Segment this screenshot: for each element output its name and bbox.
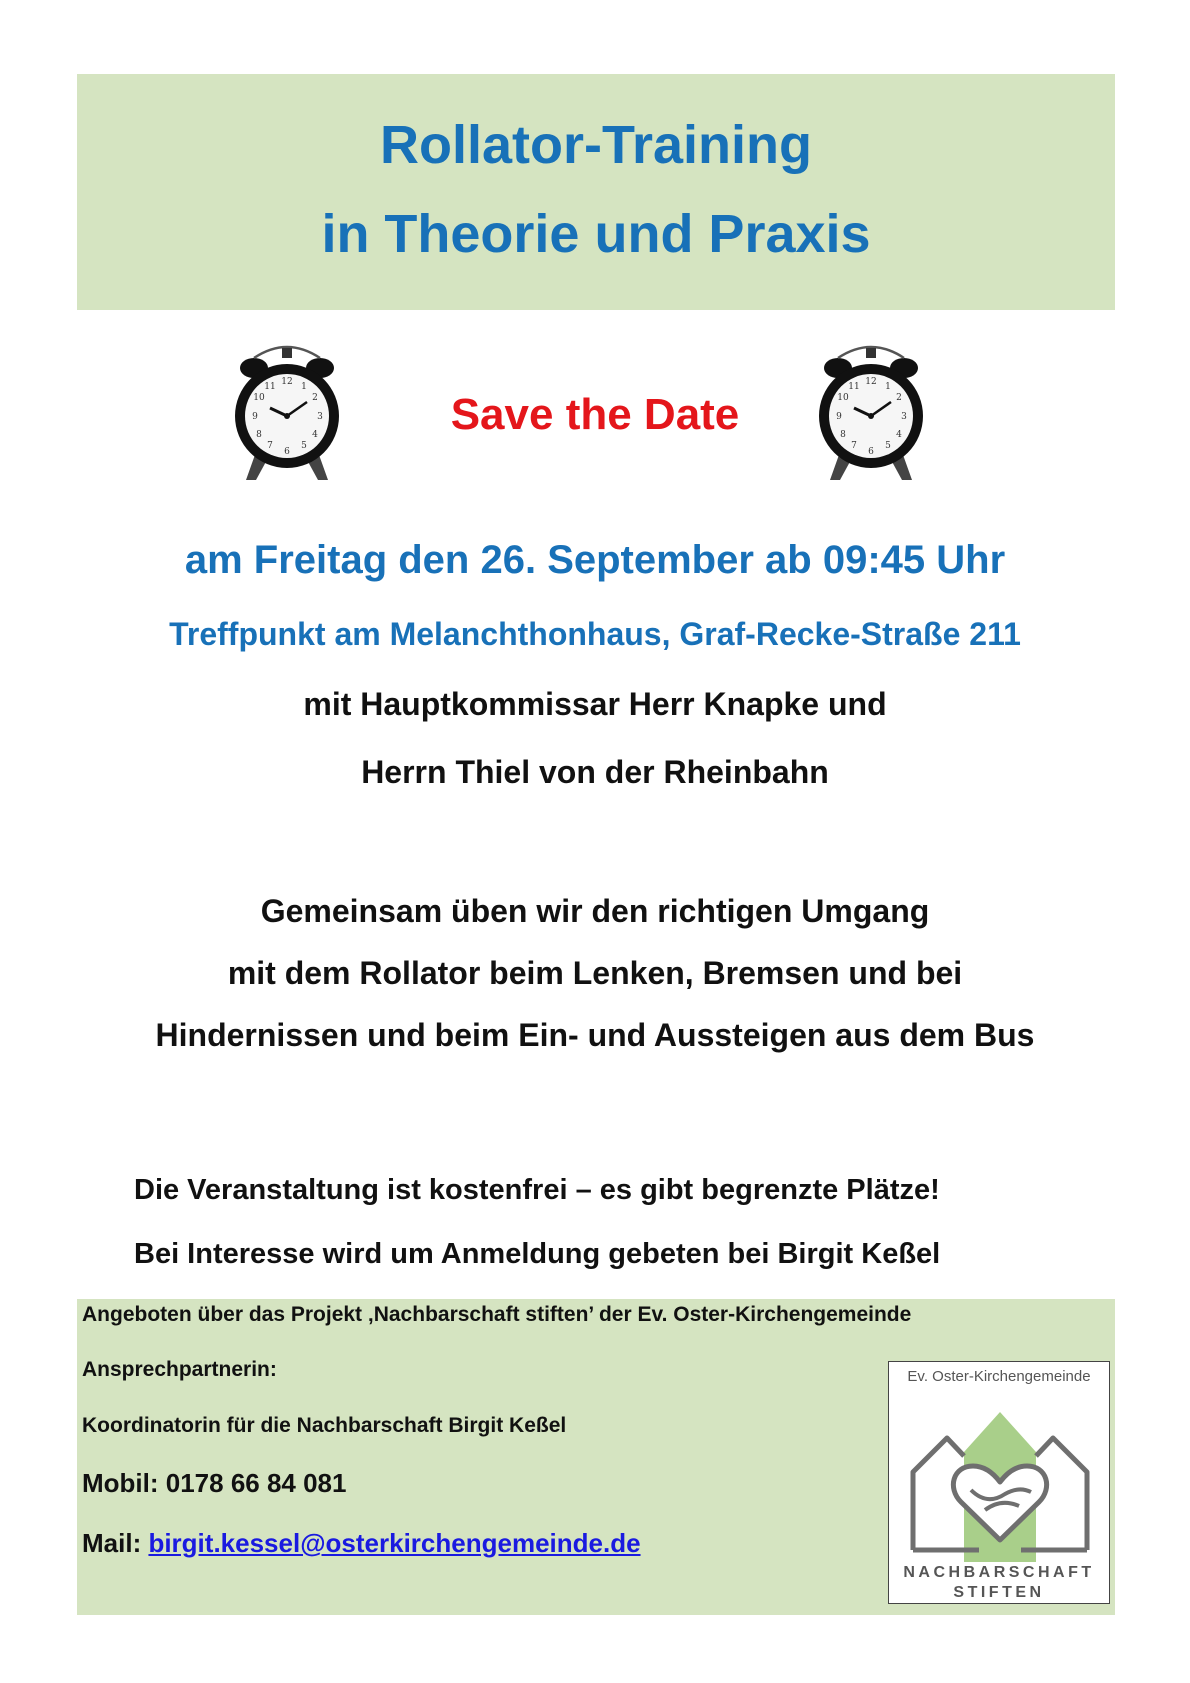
svg-text:6: 6 — [284, 447, 290, 457]
footer-mail-label: Mail: — [82, 1528, 149, 1558]
svg-text:7: 7 — [267, 441, 273, 451]
svg-text:7: 7 — [851, 441, 857, 451]
svg-text:11: 11 — [848, 382, 860, 392]
logo-bottom-line-1: NACHBARSCHAFT — [903, 1564, 1095, 1581]
svg-text:9: 9 — [836, 412, 842, 422]
footer-mail — [82, 1528, 641, 1559]
nachbarschaft-stiften-logo — [888, 1361, 1110, 1604]
svg-text:8: 8 — [256, 430, 262, 440]
event-host-line-2: Herrn Thiel von der Rheinbahn — [361, 754, 829, 790]
svg-text:2: 2 — [896, 393, 902, 403]
footer-offered-by: Angeboten über das Projekt ‚Nachbarschaft stiften’ der Ev. Oster-Kirchengemeinde — [82, 1303, 912, 1326]
logo-bottom-line-2: STIFTEN — [953, 1584, 1045, 1601]
title-line-1: Rollator-Training — [380, 115, 812, 175]
svg-text:10: 10 — [837, 393, 849, 403]
footer-coordinator: Koordinatorin für die Nachbarschaft Birgit Keßel — [82, 1414, 567, 1437]
title-line-2: in Theorie und Praxis — [321, 204, 871, 264]
svg-text:10: 10 — [253, 393, 265, 403]
title-box — [77, 74, 1115, 310]
svg-text:5: 5 — [885, 441, 891, 451]
info-registration: Bei Interesse wird um Anmeldung gebeten bei Birgit Keßel — [134, 1238, 941, 1270]
svg-text:1: 1 — [885, 382, 891, 392]
svg-text:9: 9 — [252, 412, 258, 422]
houses-hands-icon — [909, 1390, 1091, 1562]
svg-text:3: 3 — [901, 412, 907, 422]
footer-contact-label: Ansprechpartnerin: — [82, 1358, 277, 1381]
svg-text:11: 11 — [264, 382, 276, 392]
svg-text:4: 4 — [312, 430, 318, 440]
alarm-clock-icon — [816, 340, 926, 484]
footer-mail-link[interactable]: birgit.kessel@osterkirchengemeinde.de — [148, 1528, 641, 1558]
svg-text:1: 1 — [301, 382, 307, 392]
logo-top-text: Ev. Oster-Kirchengemeinde — [907, 1368, 1091, 1385]
svg-text:6: 6 — [868, 447, 874, 457]
description-line-2: mit dem Rollator beim Lenken, Bremsen und bei — [227, 955, 963, 991]
event-location: Treffpunkt am Melanchthonhaus, Graf-Recke-Straße 211 — [169, 616, 1021, 652]
svg-text:12: 12 — [865, 377, 877, 387]
svg-text:8: 8 — [840, 430, 846, 440]
info-free: Die Veranstaltung ist kostenfrei – es gibt begrenzte Plätze! — [134, 1174, 940, 1206]
description-line-1: Gemeinsam üben wir den richtigen Umgang — [260, 893, 930, 929]
svg-text:12: 12 — [281, 377, 293, 387]
save-the-date: Save the Date — [450, 390, 740, 439]
svg-text:3: 3 — [317, 412, 323, 422]
footer-mobile: Mobil: 0178 66 84 081 — [82, 1468, 347, 1498]
svg-text:5: 5 — [301, 441, 307, 451]
description-line-3: Hindernissen und beim Ein- und Aussteigen aus dem Bus — [155, 1017, 1035, 1053]
svg-text:4: 4 — [896, 430, 902, 440]
svg-text:2: 2 — [312, 393, 318, 403]
event-host-line-1: mit Hauptkommissar Herr Knapke und — [303, 686, 887, 722]
event-date: am Freitag den 26. September ab 09:45 Uhr — [184, 538, 1006, 582]
